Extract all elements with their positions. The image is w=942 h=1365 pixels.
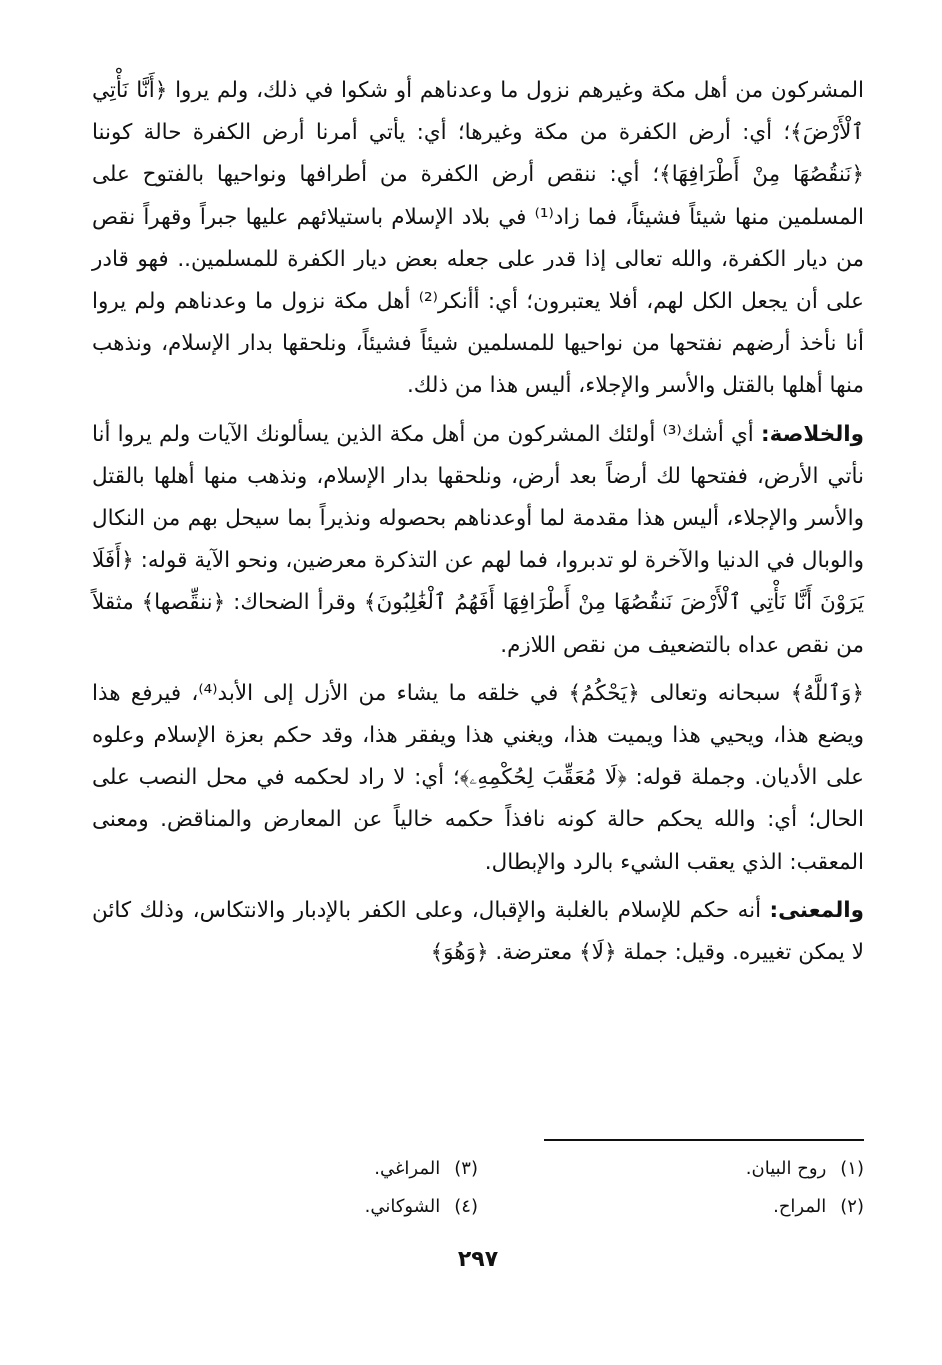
footnote-2-text: المراح. — [773, 1196, 827, 1217]
footnote-3-text: المراغي. — [374, 1158, 441, 1179]
footnotes — [92, 1150, 864, 1226]
footnote-4-text: الشوكاني. — [364, 1196, 441, 1217]
paragraph-2 — [92, 414, 864, 667]
footnote-3-number: (٣) — [454, 1158, 478, 1179]
paragraph-1 — [92, 70, 864, 408]
footnote-2 — [478, 1188, 864, 1226]
footnote-1 — [478, 1150, 864, 1188]
paragraph-3 — [92, 673, 864, 884]
paragraph-4-text: أنه حكم للإسلام بالغلبة والإقبال، وعلى الكفر بالإدبار والانتكاس، وذلك كائن لا يمكن تغييره. وقيل: جملة ﴿لَا﴾ معترضة. ﴿وَهُوَ﴾ — [92, 897, 864, 966]
paragraph-3-text: ﴿وَٱللَّهُ﴾ سبحانه وتعالى ﴿يَحْكُمُ﴾ في خلقه ما يشاء من الأزل إلى الأبد⁽⁴⁾، فيرفع هذا ويضع هذا، ويحيي هذا ويميت هذا، ويغني هذا ويفقر هذا، وقد حكم بعزة الإسلام وعلوه على الأديان. وجملة قوله: ﴿لَا مُعَقِّبَ لِحُكْمِهِۦ﴾؛ أي: لا راد لحكمه في محل النصب على الحال؛ أي: والله يحكم حالة كونه نافذاً حكمه خالياً عن المعارض والمناقض. ومعنى المعقب: الذي يعقب الشيء بالرد والإبطال. — [92, 680, 864, 875]
paragraph-4 — [92, 890, 864, 974]
paragraph-2-text: أي أشك⁽³⁾ أولئك المشركون من أهل مكة الذين يسألونك الآيات ولم يروا أنا نأتي الأرض، ففتحها لك أرضاً بعد أرض، ونلحقها بدار الإسلام، ونذهب منها أهلها بالقتل والأسر والإجلاء، أليس هذا مقدمة لما أوعدناهم بحصوله ونذيراً بما سيحل بهم من النكال والوبال في الدنيا والآخرة لو تدبروا، فما لهم عن التذكرة معرضين، ونحو الآية قوله: ﴿أَفَلَا يَرَوْنَ أَنَّا نَأْتِي ٱلْأَرْضَ نَنقُصُهَا مِنْ أَطْرَافِهَا أَفَهُمُ ٱلْغَٰلِبُونَ﴾ وقرأ الضحاك: ﴿ننقِّصها﴾ مثقلاً من نقص عداه بالتضعيف من نقص اللازم. — [92, 421, 864, 658]
footnote-3 — [92, 1150, 478, 1188]
footnote-1-number: (١) — [840, 1158, 864, 1179]
footnote-4-number: (٤) — [454, 1196, 478, 1217]
footnote-2-number: (٢) — [840, 1196, 864, 1217]
footnote-4 — [92, 1188, 478, 1226]
paragraph-2-lead: والخلاصة: — [760, 421, 865, 447]
footnote-divider — [544, 1139, 864, 1141]
page — [92, 70, 864, 1300]
paragraph-4-lead: والمعنى: — [769, 897, 864, 923]
paragraph-1-text: المشركون من أهل مكة وغيرهم نزول ما وعدناهم أو شكوا في ذلك، ولم يروا ﴿أَنَّا نَأْتِي ٱلْأَرْضَ﴾؛ أي: أرض الكفرة من مكة وغيرها؛ أي: يأتي أمرنا أرض الكفرة حالة كوننا ﴿نَنقُصُهَا مِنْ أَطْرَافِهَا﴾؛ أي: ننقص أرض الكفرة من أطرافها ونواحيها بالفتوح على المسلمين منها شيئاً فشيئاً، فما زاد⁽¹⁾ في بلاد الإسلام باستيلائهم عليها جبراً وقهراً نقص من ديار الكفرة، والله تعالى إذا قدر على جعله بعض ديار الكفرة للمسلمين.. فهو قادر على أن يجعل الكل لهم، أفلا يعتبرون؛ أي: أأنكر⁽²⁾ أهل مكة نزول ما وعدناهم ولم يروا أنا نأخذ أرضهم نفتحها من نواحيها للمسلمين شيئاً فشيئاً، ونلحقها بدار الإسلام، ونذهب منها أهلها بالقتل والأسر والإجلاء، أليس هذا من ذلك. — [92, 78, 865, 399]
footnote-1-text: روح البيان. — [745, 1158, 827, 1179]
page-number: ٢٩٧ — [457, 1247, 499, 1272]
